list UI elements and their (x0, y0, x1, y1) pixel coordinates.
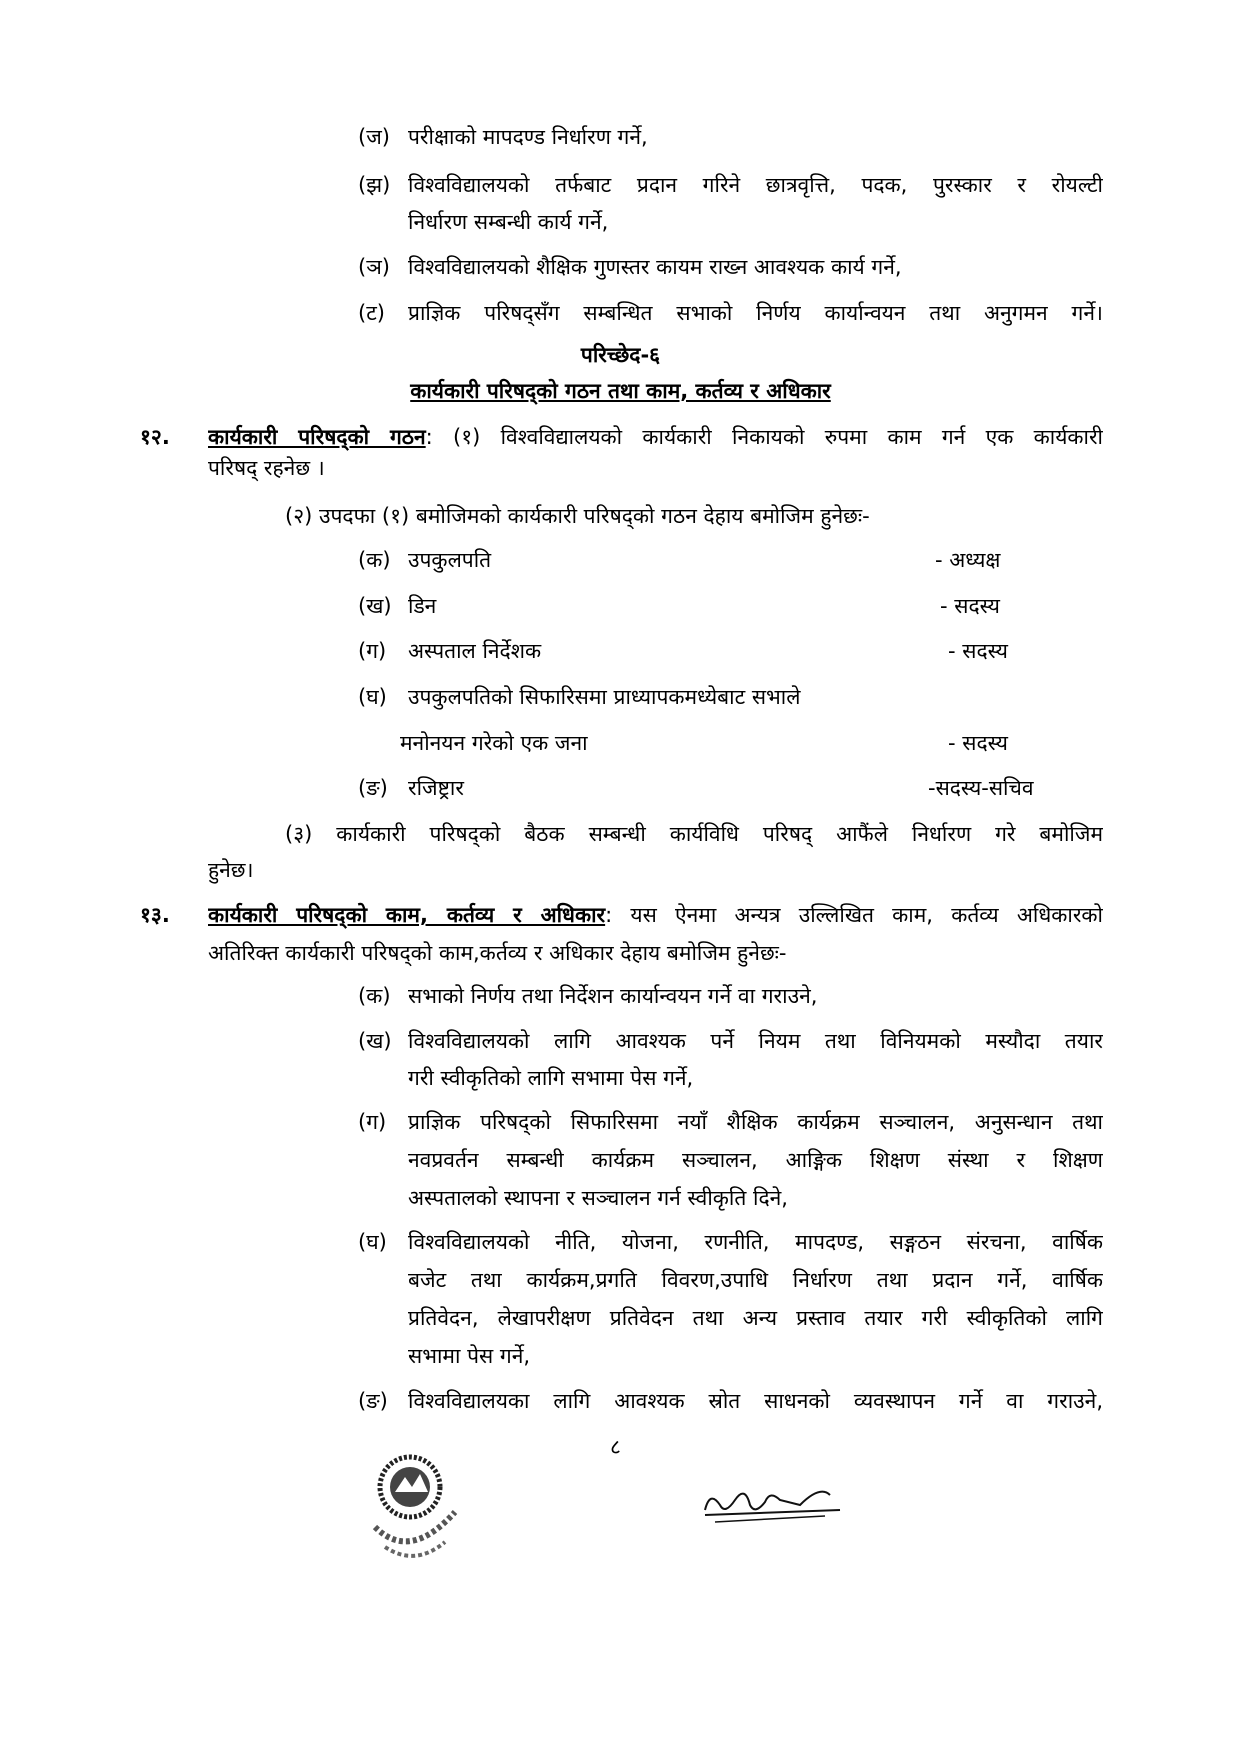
clause-label: (ज) (358, 125, 390, 149)
clause-text: प्रतिवेदन, लेखापरीक्षण प्रतिवेदन तथा अन्य प्रस्ताव तयार गरी स्वीकृतिको लागि (408, 1306, 1103, 1330)
clause-text: गरी स्वीकृतिको लागि सभामा पेस गर्ने, (408, 1066, 694, 1090)
government-seal-stamp-icon (370, 1452, 460, 1572)
subsection-3-cont: हुनेछ। (208, 858, 254, 882)
section-heading: कार्यकारी परिषद्को काम, कर्तव्य र अधिकार (208, 903, 606, 927)
member-label: (ख) (358, 594, 392, 618)
clause-text: अस्पतालको स्थापना र सञ्चालन गर्न स्वीकृति दिने, (408, 1186, 788, 1210)
section-12-line1 (208, 422, 1103, 452)
clause-text: विश्वविद्यालयको शैक्षिक गुणस्तर कायम राख्न आवश्यक कार्य गर्ने, (408, 255, 902, 279)
section-number: १२. (140, 425, 170, 449)
member-name: अस्पताल निर्देशक (408, 639, 542, 663)
chapter-subtitle-wrap (0, 376, 1241, 406)
clause-text: विश्वविद्यालयका लागि आवश्यक स्रोत साधनको व्यवस्थापन गर्ने वा गराउने, (408, 1389, 1103, 1413)
member-role: - सदस्य (940, 594, 1000, 618)
clause-text: परीक्षाको मापदण्ड निर्धारण गर्ने, (408, 125, 648, 149)
clause-label: (ङ) (358, 1389, 388, 1413)
clause-text: निर्धारण सम्बन्धी कार्य गर्ने, (408, 210, 609, 234)
member-name: रजिष्ट्रार (408, 776, 464, 800)
member-label: (घ) (358, 685, 387, 709)
subsection-3: (३) कार्यकारी परिषद्को बैठक सम्बन्धी कार्यविधि परिषद् आफैंले निर्धारण गरे बमोजिम (285, 822, 1103, 846)
section-number: १३. (140, 903, 170, 927)
member-label: (ङ) (358, 776, 388, 800)
clause-text: प्राज्ञिक परिषद्सँग सम्बन्धित सभाको निर्णय कार्यान्वयन तथा अनुगमन गर्ने। (408, 301, 1103, 325)
section-heading: कार्यकारी परिषद्को गठन (208, 425, 426, 449)
clause-label: (क) (358, 984, 391, 1008)
member-role: -सदस्य-सचिव (928, 776, 1034, 800)
clause-label: (झ) (358, 173, 391, 197)
section-text: अतिरिक्त कार्यकारी परिषद्को काम,कर्तव्य र अधिकार देहाय बमोजिम हुनेछः- (208, 941, 787, 965)
clause-label: (ञ) (358, 255, 390, 279)
clause-label: (ग) (358, 1110, 387, 1134)
section-13-line1 (208, 900, 1103, 930)
section-text: परिषद् रहनेछ । (208, 456, 325, 480)
page-number: ८ (610, 1435, 621, 1459)
member-label: (क) (358, 548, 391, 572)
member-name: उपकुलपतिको सिफारिसमा प्राध्यापकमध्येबाट सभाले (408, 685, 801, 709)
section-text: : (१) विश्वविद्यालयको कार्यकारी निकायको रुपमा काम गर्न एक कार्यकारी (425, 425, 1103, 449)
member-name: डिन (408, 594, 437, 618)
clause-text: सभाको निर्णय तथा निर्देशन कार्यान्वयन गर्ने वा गराउने, (408, 984, 818, 1008)
chapter-subtitle: कार्यकारी परिषद्को गठन तथा काम, कर्तव्य र अधिकार (410, 379, 831, 403)
clause-text: सभामा पेस गर्ने, (408, 1344, 531, 1368)
clause-label: (ट) (358, 301, 385, 325)
member-name: उपकुलपति (408, 548, 492, 572)
section-text: : यस ऐनमा अन्यत्र उल्लिखित काम, कर्तव्य अधिकारको (605, 903, 1103, 927)
member-role: - सदस्य (948, 731, 1008, 755)
clause-text: नवप्रवर्तन सम्बन्धी कार्यक्रम सञ्चालन, आङ्गिक शिक्षण संस्था र शिक्षण (408, 1148, 1103, 1172)
signature-icon (700, 1480, 850, 1530)
clause-text: विश्वविद्यालयको लागि आवश्यक पर्ने नियम तथा विनियमको मस्यौदा तयार (408, 1029, 1103, 1053)
member-label: (ग) (358, 639, 387, 663)
clause-label: (घ) (358, 1230, 387, 1254)
clause-label: (ख) (358, 1029, 392, 1053)
member-role: - सदस्य (948, 639, 1008, 663)
clause-text: बजेट तथा कार्यक्रम,प्रगति विवरण,उपाधि निर्धारण तथा प्रदान गर्ने, वार्षिक (408, 1268, 1103, 1292)
subsection-2: (२) उपदफा (१) बमोजिमको कार्यकारी परिषद्को गठन देहाय बमोजिम हुनेछः- (285, 504, 870, 528)
member-role: - अध्यक्ष (935, 548, 1001, 572)
member-name-cont: मनोनयन गरेको एक जना (400, 731, 588, 755)
chapter-title: परिच्छेद-६ (580, 343, 661, 367)
clause-text: विश्वविद्यालयको नीति, योजना, रणनीति, मापदण्ड, सङ्गठन संरचना, वार्षिक (408, 1230, 1103, 1254)
clause-text: विश्वविद्यालयको तर्फबाट प्रदान गरिने छात्रवृत्ति, पदक, पुरस्कार र रोयल्टी (408, 173, 1103, 197)
clause-text: प्राज्ञिक परिषद्को सिफारिसमा नयाँ शैक्षिक कार्यक्रम सञ्चालन, अनुसन्धान तथा (408, 1110, 1103, 1134)
